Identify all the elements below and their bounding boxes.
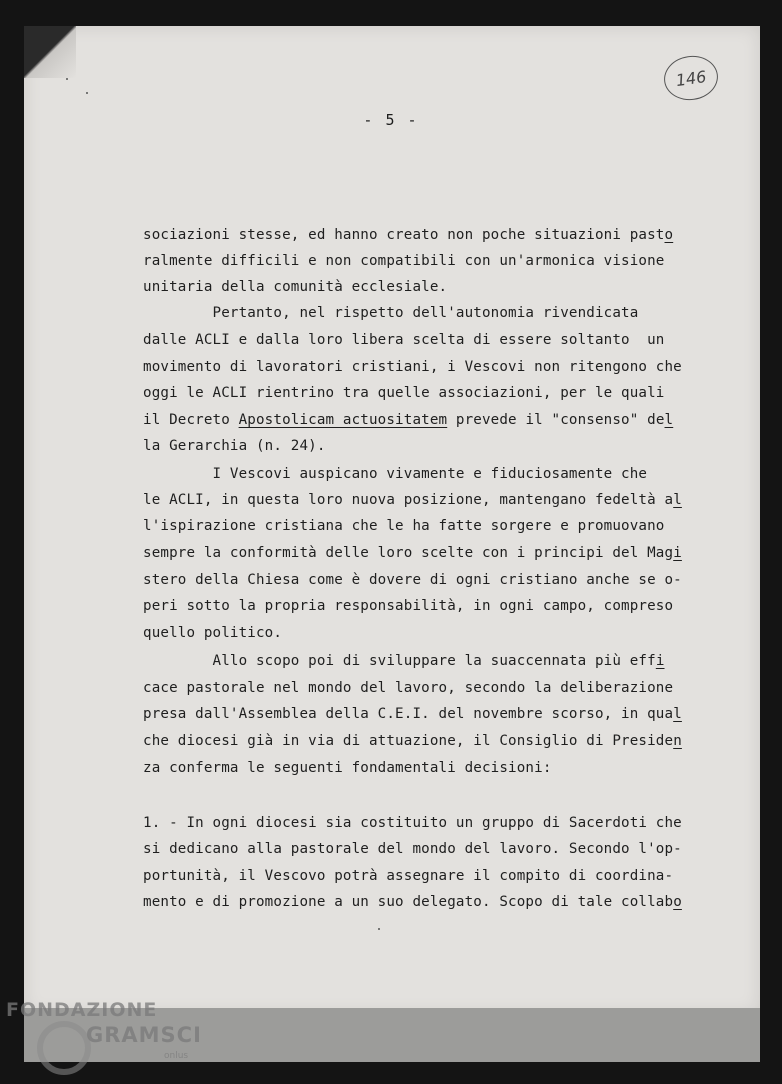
paper-speck bbox=[378, 928, 380, 930]
text-line bbox=[143, 868, 673, 884]
text-segment: cace pastorale nel mondo del lavoro, secondo la deliberazione bbox=[143, 680, 674, 696]
fondazione-gramsci-watermark bbox=[4, 996, 204, 1080]
text-line bbox=[143, 545, 682, 561]
text-segment: stero della Chiesa come è dovere di ogni cristiano anche se o- bbox=[143, 572, 682, 588]
text-segment: mento e di promozione a un suo delegato. Scopo di tale collab bbox=[143, 894, 674, 910]
text-segment: sempre la conformità delle loro scelte con i principi del Mag bbox=[143, 545, 674, 561]
text-segment: prevede il "consenso" de bbox=[447, 412, 665, 428]
text-segment: l'ispirazione cristiana che le ha fatte sorgere e promuovano bbox=[143, 518, 665, 534]
watermark-line-2: GRAMSCI bbox=[86, 1023, 202, 1047]
text-segment: ralmente difficili e non compatibili con un'armonica visione bbox=[143, 253, 665, 269]
paper-speck bbox=[66, 78, 68, 80]
text-line bbox=[143, 815, 682, 831]
underlined-segment: l bbox=[664, 412, 674, 428]
text-segment: Pertanto, nel rispetto dell'autonomia rivendicata bbox=[143, 305, 639, 321]
text-line bbox=[143, 841, 682, 857]
text-line bbox=[143, 438, 326, 454]
text-line bbox=[143, 706, 682, 722]
text-line bbox=[143, 227, 673, 243]
text-line bbox=[143, 653, 665, 669]
watermark-line-1: FONDAZIONE bbox=[6, 999, 158, 1021]
page-number: - 5 - bbox=[363, 111, 419, 129]
underlined-segment: l bbox=[673, 492, 682, 508]
text-segment: portunità, il Vescovo potrà assegnare il compito di coordina- bbox=[143, 868, 674, 884]
text-line bbox=[143, 492, 682, 508]
text-segment: 1. - In ogni diocesi sia costituito un gruppo di Sacerdoti che bbox=[143, 815, 682, 831]
text-segment: peri sotto la propria responsabilità, in ogni campo, compreso bbox=[143, 598, 674, 614]
text-line bbox=[143, 253, 665, 269]
text-line bbox=[143, 279, 447, 295]
text-line bbox=[143, 680, 673, 696]
text-line bbox=[143, 359, 682, 375]
text-line bbox=[143, 332, 665, 348]
text-segment: dalle ACLI e dalla loro libera scelta di essere soltanto un bbox=[143, 332, 665, 348]
text-segment: sociazioni stesse, ed hanno creato non poche situazioni past bbox=[143, 227, 665, 243]
text-line bbox=[143, 305, 638, 321]
text-line bbox=[143, 894, 682, 910]
text-segment: presa dall'Assemblea della C.E.I. del novembre scorso, in qua bbox=[143, 706, 674, 722]
text-line bbox=[143, 412, 673, 428]
text-line bbox=[143, 598, 673, 614]
text-line bbox=[143, 518, 665, 534]
text-segment: quello politico. bbox=[143, 625, 283, 641]
text-segment: oggi le ACLI rientrino tra quelle associazioni, per le quali bbox=[143, 385, 665, 401]
archive-stamp-number: 146 bbox=[674, 66, 708, 91]
text-line bbox=[143, 760, 552, 776]
text-segment: che diocesi già in via di attuazione, il Consiglio di Preside bbox=[143, 733, 674, 749]
text-segment: si dedicano alla pastorale del mondo del lavoro. Secondo l'op- bbox=[143, 841, 682, 857]
text-line bbox=[143, 466, 647, 482]
text-segment: unitaria della comunità ecclesiale. bbox=[143, 279, 448, 295]
text-line bbox=[143, 733, 682, 749]
text-segment: la Gerarchia (n. 24). bbox=[143, 438, 326, 454]
text-line bbox=[143, 385, 665, 401]
paper-speck bbox=[86, 92, 88, 94]
text-segment: il Decreto bbox=[143, 412, 239, 428]
text-segment: Allo scopo poi di sviluppare la suaccennata più eff bbox=[143, 653, 656, 669]
text-line bbox=[143, 572, 682, 588]
text-segment: movimento di lavoratori cristiani, i Vescovi non ritengono che bbox=[143, 359, 682, 375]
folded-corner bbox=[24, 26, 76, 78]
text-segment: I Vescovi auspicano vivamente e fiduciosamente che bbox=[143, 466, 648, 482]
underlined-segment: n bbox=[673, 733, 682, 749]
watermark-line-3: onlus bbox=[164, 1051, 189, 1061]
text-segment: le ACLI, in questa loro nuova posizione, mantengano fedeltà a bbox=[143, 492, 674, 508]
text-line bbox=[143, 625, 282, 641]
underlined-segment: i bbox=[655, 653, 665, 669]
underlined-segment: o bbox=[673, 894, 682, 910]
underlined-segment: l bbox=[673, 706, 682, 722]
underlined-segment: o bbox=[664, 227, 674, 243]
underlined-segment: Apostolicam actuositatem bbox=[238, 412, 448, 428]
text-segment: za conferma le seguenti fondamentali decisioni: bbox=[143, 760, 552, 776]
underlined-segment: i bbox=[673, 545, 682, 561]
